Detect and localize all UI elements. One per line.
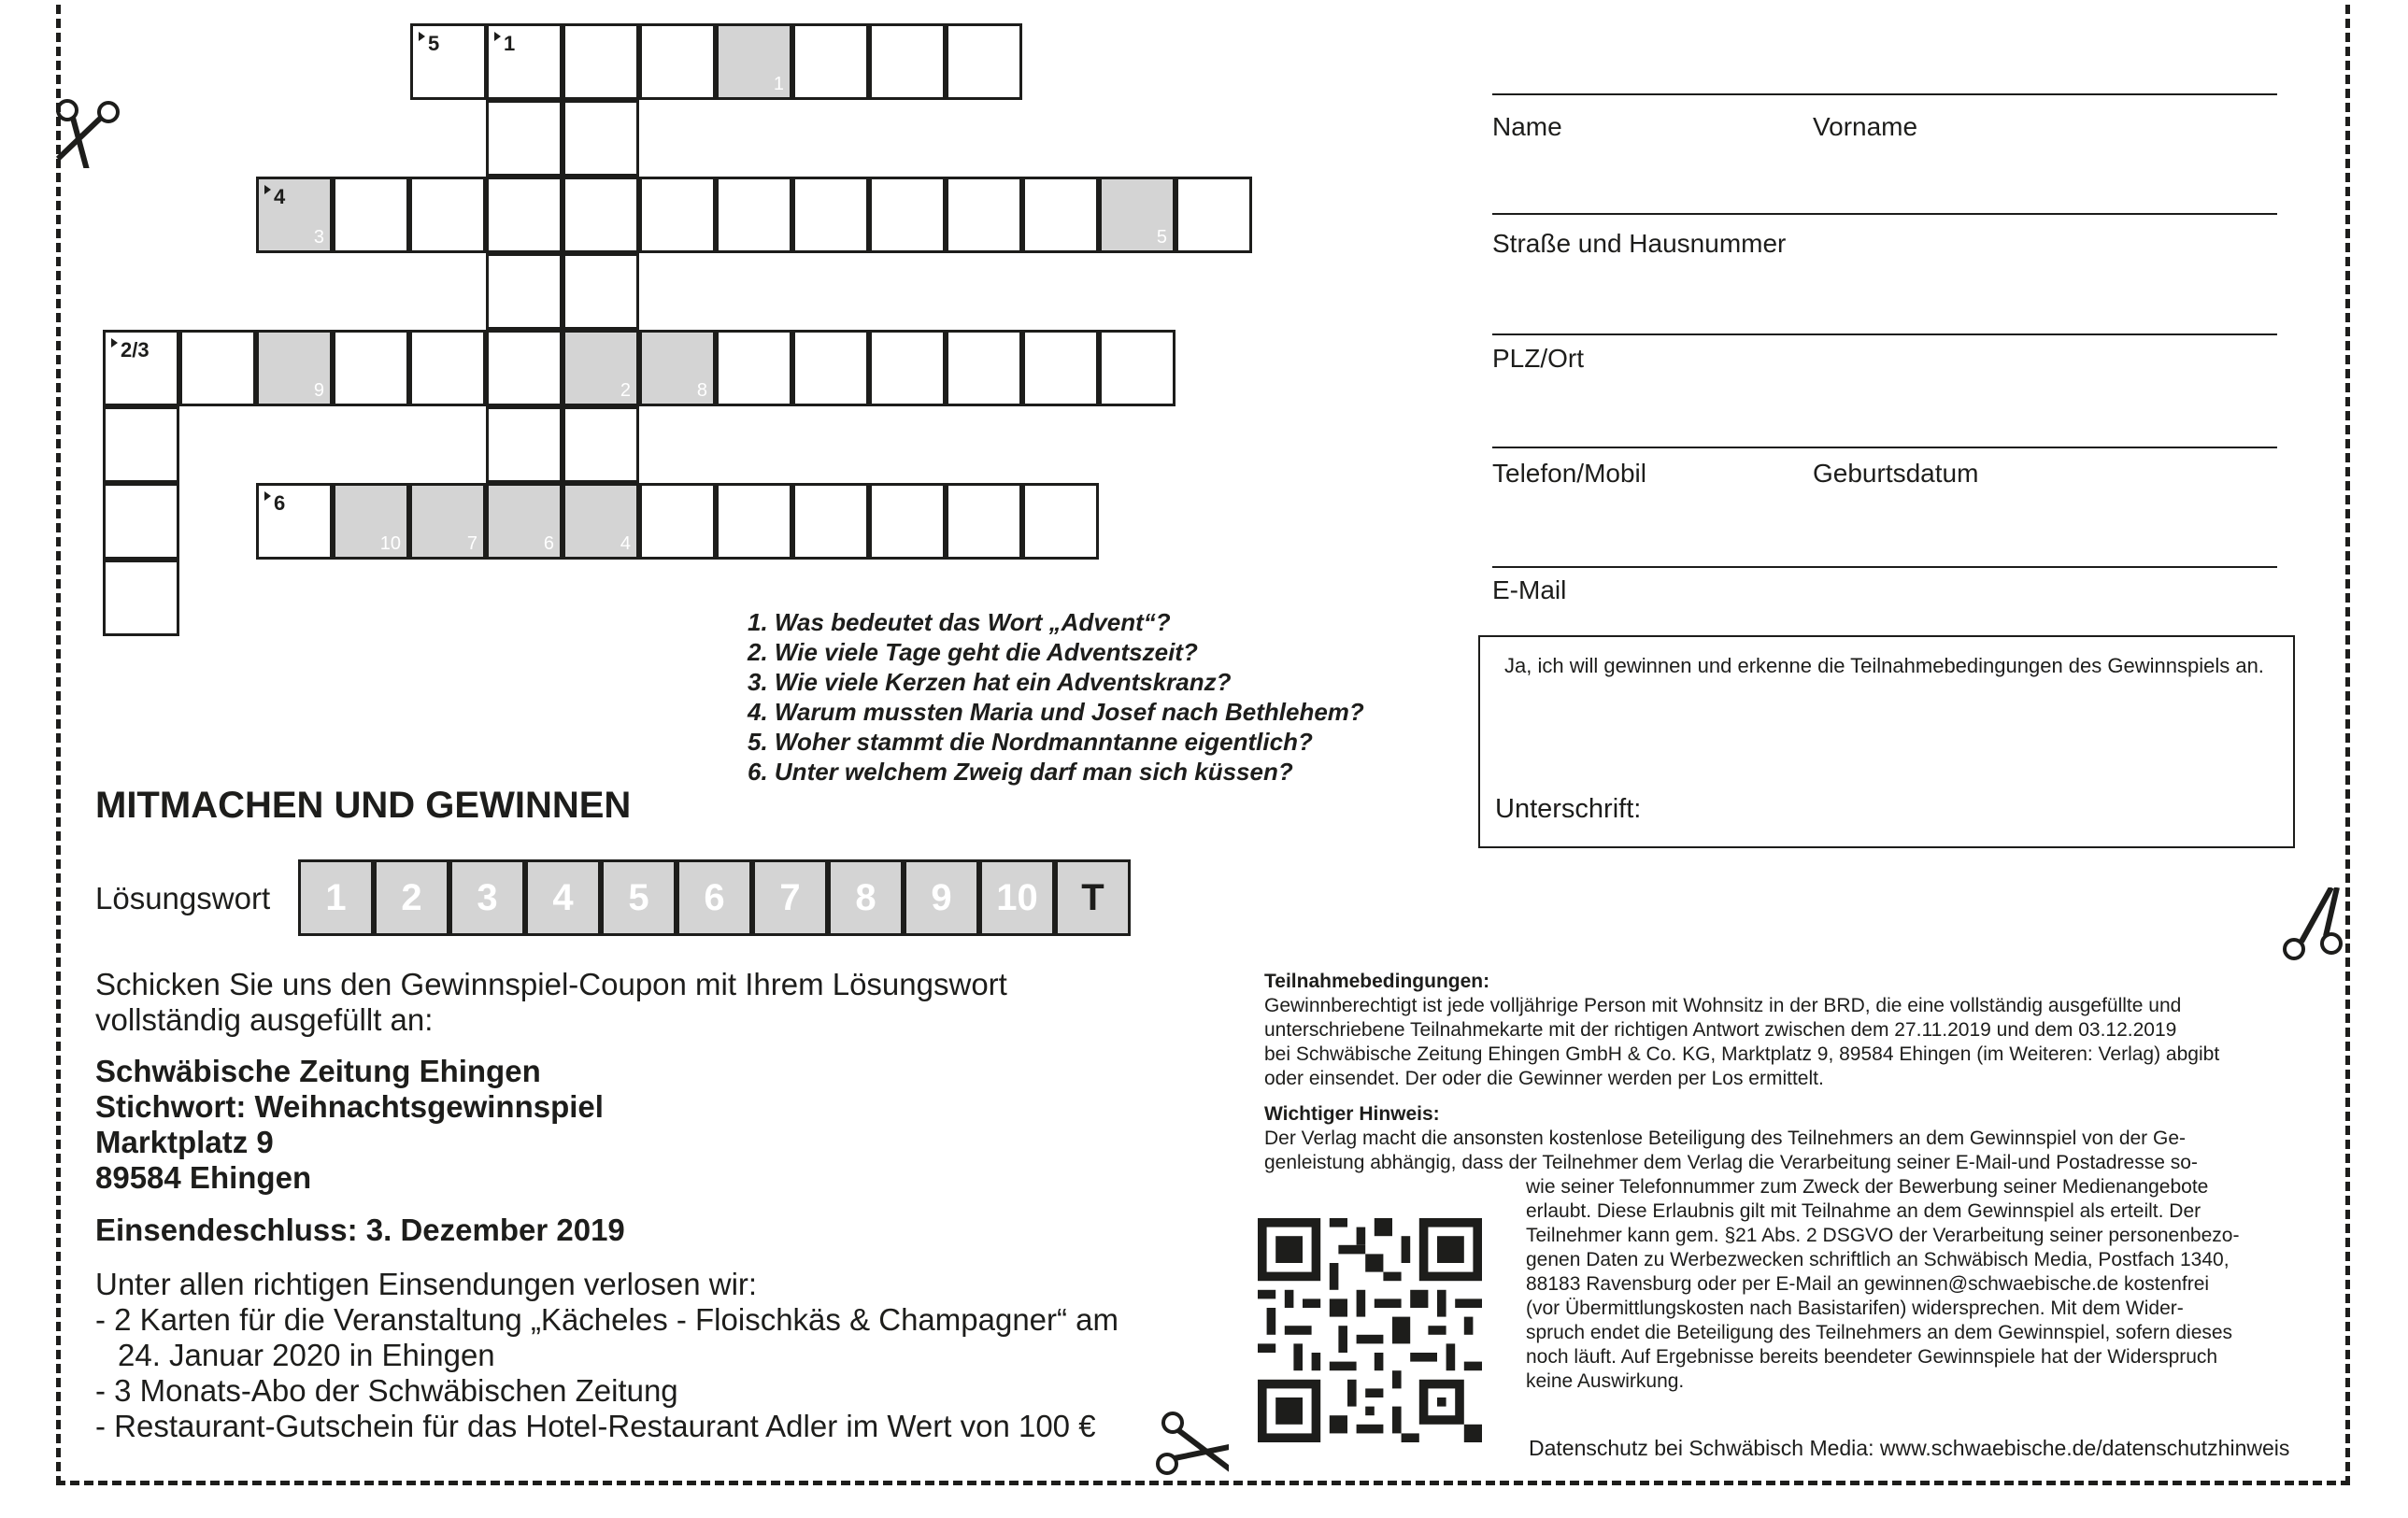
solution-box[interactable]: 8 <box>828 859 904 936</box>
instructions: Schicken Sie uns den Gewinnspiel-Coupon mit Ihrem Lösungswort vollständig ausgefüllt an: <box>95 967 1007 1037</box>
question-item: 3. Wie viele Kerzen hat ein Adventskranz? <box>748 668 1232 696</box>
crossword-cell[interactable] <box>792 23 869 100</box>
phone-field-line[interactable] <box>1492 447 2277 448</box>
crossword-cell[interactable] <box>103 406 179 483</box>
crossword-cell[interactable] <box>103 483 179 560</box>
crossword-cell-solution[interactable] <box>716 23 792 100</box>
solution-box[interactable]: 10 <box>979 859 1055 936</box>
crossword-questions <box>748 607 1364 787</box>
crossword-cell[interactable] <box>716 483 792 560</box>
privacy-notice: Datenschutz bei Schwäbisch Media: www.schwaebische.de/datenschutzhinweis <box>1529 1436 2290 1460</box>
street-field-line[interactable] <box>1492 213 2277 215</box>
consent-signature-box[interactable] <box>1478 635 2295 848</box>
birthdate-label: Geburtsdatum <box>1813 459 1979 488</box>
crossword-cell[interactable] <box>410 23 487 100</box>
crossword-cell[interactable] <box>409 330 486 406</box>
crossword-cell[interactable] <box>409 177 486 253</box>
deadline: Einsendeschluss: 3. Dezember 2019 <box>95 1213 625 1247</box>
crossword-cell[interactable] <box>869 177 946 253</box>
solution-box[interactable]: 3 <box>449 859 525 936</box>
solution-box[interactable]: 2 <box>374 859 449 936</box>
solution-index: 7 <box>466 533 477 554</box>
solution-index: 4 <box>620 533 631 554</box>
crossword-cell[interactable] <box>639 23 716 100</box>
crossword-cell[interactable] <box>716 177 792 253</box>
prize-item: - 2 Karten für die Veranstaltung „Kächeles - Floischkäs & Champagner“ am <box>95 1302 1119 1337</box>
question-item: 2. Wie viele Tage geht die Adventszeit? <box>748 638 1198 666</box>
crossword-cell[interactable] <box>792 177 869 253</box>
crossword-cell-solution[interactable] <box>256 330 333 406</box>
crossword-cell-solution[interactable] <box>256 177 333 253</box>
crossword-cell[interactable] <box>869 330 946 406</box>
postal-address: Schwäbische Zeitung Ehingen Stichwort: Weihnachtsgewinnspiel Marktplatz 9 89584 Ehingen <box>95 1054 604 1195</box>
crossword-cell[interactable] <box>333 177 409 253</box>
solution-index: 10 <box>379 533 401 554</box>
question-item: 5. Woher stammt die Nordmanntanne eigentlich? <box>748 728 1313 756</box>
crossword-cell[interactable] <box>869 483 946 560</box>
crossword-cell[interactable] <box>946 23 1022 100</box>
scissors-icon <box>1145 1406 1229 1490</box>
consent-text: Ja, ich will gewinnen und erkenne die Teilnahmebedingungen des Gewinnspiels an. <box>1504 654 2264 677</box>
important-notice-continued: wie seiner Telefonnummer zum Zweck der Bewerbung seiner Medienangebote erlaubt. Diese Erlaubnis gilt mit Teilnahme an dem Gewinnspiel als erteilt. Der Teilnehmer kann gem. §21 Abs. 2 DSGVO der Verarbeitung seiner personenbezo- genen Daten zu Werbezwecken schriftlich an Schwäbisch Media, Postfach 1340, 88183 Ravensburg oder per E-Mail an gewinnen@schwaebische.de kostenfrei (vor Übermittlungskosten nach Basistarifen) widersprechen. Mit dem Wider- spruch endet die Beteiligung des Teilnehmers an dem Gewinnspiel, sofern dieses noch läuft. Auf Ergebnisse bereits beendeter Gewinnspiele hat der Widerspruch keine Auswirkung. <box>1526 1176 2240 1392</box>
street-label: Straße und Hausnummer <box>1492 229 1787 258</box>
important-notice: Wichtiger Hinweis: Der Verlag macht die ansonsten kostenlose Beteiligung des Teilnehmers an dem Gewinnspiel von der Ge- genleistung abhängig, dass der Teilnehmer dem Verlag die Verarbeitung seiner E-Mail-und Postadresse so- <box>1264 1103 2198 1173</box>
crossword-cell[interactable] <box>563 23 639 100</box>
crossword-cell[interactable] <box>1022 483 1099 560</box>
crossword-cell[interactable] <box>639 177 716 253</box>
crossword-cell[interactable] <box>1099 330 1176 406</box>
crossword-cell[interactable] <box>946 177 1022 253</box>
crossword-cell[interactable] <box>946 483 1022 560</box>
crossword-cell[interactable] <box>716 330 792 406</box>
crossword-cell[interactable] <box>486 406 563 483</box>
solution-box[interactable]: 4 <box>525 859 601 936</box>
solution-index: 3 <box>313 227 324 248</box>
solution-box[interactable]: 5 <box>601 859 677 936</box>
solution-word-label: Lösungswort <box>95 881 271 915</box>
crossword-cell-solution[interactable] <box>333 483 409 560</box>
crossword-cell[interactable] <box>792 483 869 560</box>
crossword-cell[interactable] <box>486 330 563 406</box>
crossword-cell-solution[interactable] <box>563 483 639 560</box>
solution-index: 1 <box>773 74 784 94</box>
prize-item: - 3 Monats-Abo der Schwäbischen Zeitung <box>95 1373 678 1408</box>
crossword-cell[interactable] <box>563 177 639 253</box>
clue-number: 1 <box>494 32 515 56</box>
crossword-cell[interactable] <box>103 560 179 636</box>
crossword-cell-solution[interactable] <box>409 483 486 560</box>
question-item: 4. Warum mussten Maria und Josef nach Bethlehem? <box>748 698 1364 726</box>
crossword-cell[interactable] <box>869 23 946 100</box>
email-field-line[interactable] <box>1492 566 2277 568</box>
plz-label: PLZ/Ort <box>1492 344 1585 373</box>
clue-number: 4 <box>264 185 285 209</box>
crossword-cell[interactable] <box>563 100 639 177</box>
crossword-cell-solution[interactable] <box>639 330 716 406</box>
crossword-cell[interactable] <box>103 330 179 406</box>
crossword-cell[interactable] <box>256 483 333 560</box>
solution-box[interactable]: T <box>1055 859 1131 936</box>
clue-number: 6 <box>264 491 285 516</box>
solution-index: 9 <box>313 380 324 401</box>
name-label: Name <box>1492 112 1562 141</box>
crossword-cell[interactable] <box>486 23 563 100</box>
plz-field-line[interactable] <box>1492 333 2277 335</box>
vorname-label: Vorname <box>1813 112 1918 141</box>
clue-number: 5 <box>419 32 439 56</box>
email-label: E-Mail <box>1492 575 1567 604</box>
prize-list: Unter allen richtigen Einsendungen verlosen wir: - 2 Karten für die Veranstaltung „Kächeles - Floischkäs & Champagner“ am 24. Januar 2020 in Ehingen - 3 Monats-Abo der Schwäbischen Zeitung - Restaurant-Gutschein für das Hotel-Restaurant Adler im Wert von 100 € <box>95 1267 1119 1443</box>
crossword-cell[interactable] <box>639 483 716 560</box>
crossword-cell[interactable] <box>1022 330 1099 406</box>
name-field-line[interactable] <box>1492 93 2277 95</box>
question-item: 1. Was bedeutet das Wort „Advent“? <box>748 608 1171 636</box>
crossword-cell[interactable] <box>792 330 869 406</box>
qr-code-icon[interactable] <box>1258 1218 1482 1442</box>
scissors-icon <box>2275 887 2359 972</box>
crossword-cell[interactable] <box>563 406 639 483</box>
crossword-cell[interactable] <box>486 177 563 253</box>
crossword-cell[interactable] <box>333 330 409 406</box>
crossword-cell[interactable] <box>486 100 563 177</box>
solution-index: 6 <box>543 533 554 554</box>
solution-box[interactable]: 7 <box>752 859 828 936</box>
crossword-cell[interactable] <box>563 253 639 330</box>
prize-item: 24. Januar 2020 in Ehingen <box>118 1338 495 1372</box>
solution-box[interactable]: 1 <box>298 859 374 936</box>
solution-index: 5 <box>1156 227 1167 248</box>
crossword-cell[interactable] <box>179 330 256 406</box>
page-title: MITMACHEN UND GEWINNEN <box>95 785 632 826</box>
crossword-cell-solution[interactable] <box>486 483 563 560</box>
crossword-cell-solution[interactable] <box>563 330 639 406</box>
crossword-cell[interactable] <box>1022 177 1099 253</box>
crossword-cell[interactable] <box>486 253 563 330</box>
solution-index: 2 <box>620 380 631 401</box>
solution-index: 8 <box>696 380 707 401</box>
clue-number: 2/3 <box>111 338 150 362</box>
scissors-icon <box>49 84 133 168</box>
prize-item: - Restaurant-Gutschein für das Hotel-Restaurant Adler im Wert von 100 € <box>95 1409 1096 1443</box>
phone-label: Telefon/Mobil <box>1492 459 1646 488</box>
question-item: 6. Unter welchem Zweig darf man sich küssen? <box>748 758 1293 786</box>
solution-box[interactable]: 6 <box>677 859 752 936</box>
crossword-cell[interactable] <box>1176 177 1252 253</box>
crossword-cell-solution[interactable] <box>1099 177 1176 253</box>
solution-box[interactable]: 9 <box>904 859 979 936</box>
signature-label: Unterschrift: <box>1495 794 1642 824</box>
crossword-cell[interactable] <box>946 330 1022 406</box>
participation-conditions: Teilnahmebedingungen: Gewinnberechtigt ist jede volljährige Person mit Wohnsitz in der BRD, die eine vollständig ausgefüllte und unterschriebene Teilnahmekarte mit der richtigen Antwort zwischen dem 27.11.2019 und dem 03.12.2019 bei Schwäbische Zeitung Ehingen GmbH & Co. KG, Marktplatz 9, 89584 Ehingen (im Weiteren: Verlag) abgibt oder einsendet. Der oder die Gewinner werden per Los ermittelt. <box>1264 971 2220 1089</box>
